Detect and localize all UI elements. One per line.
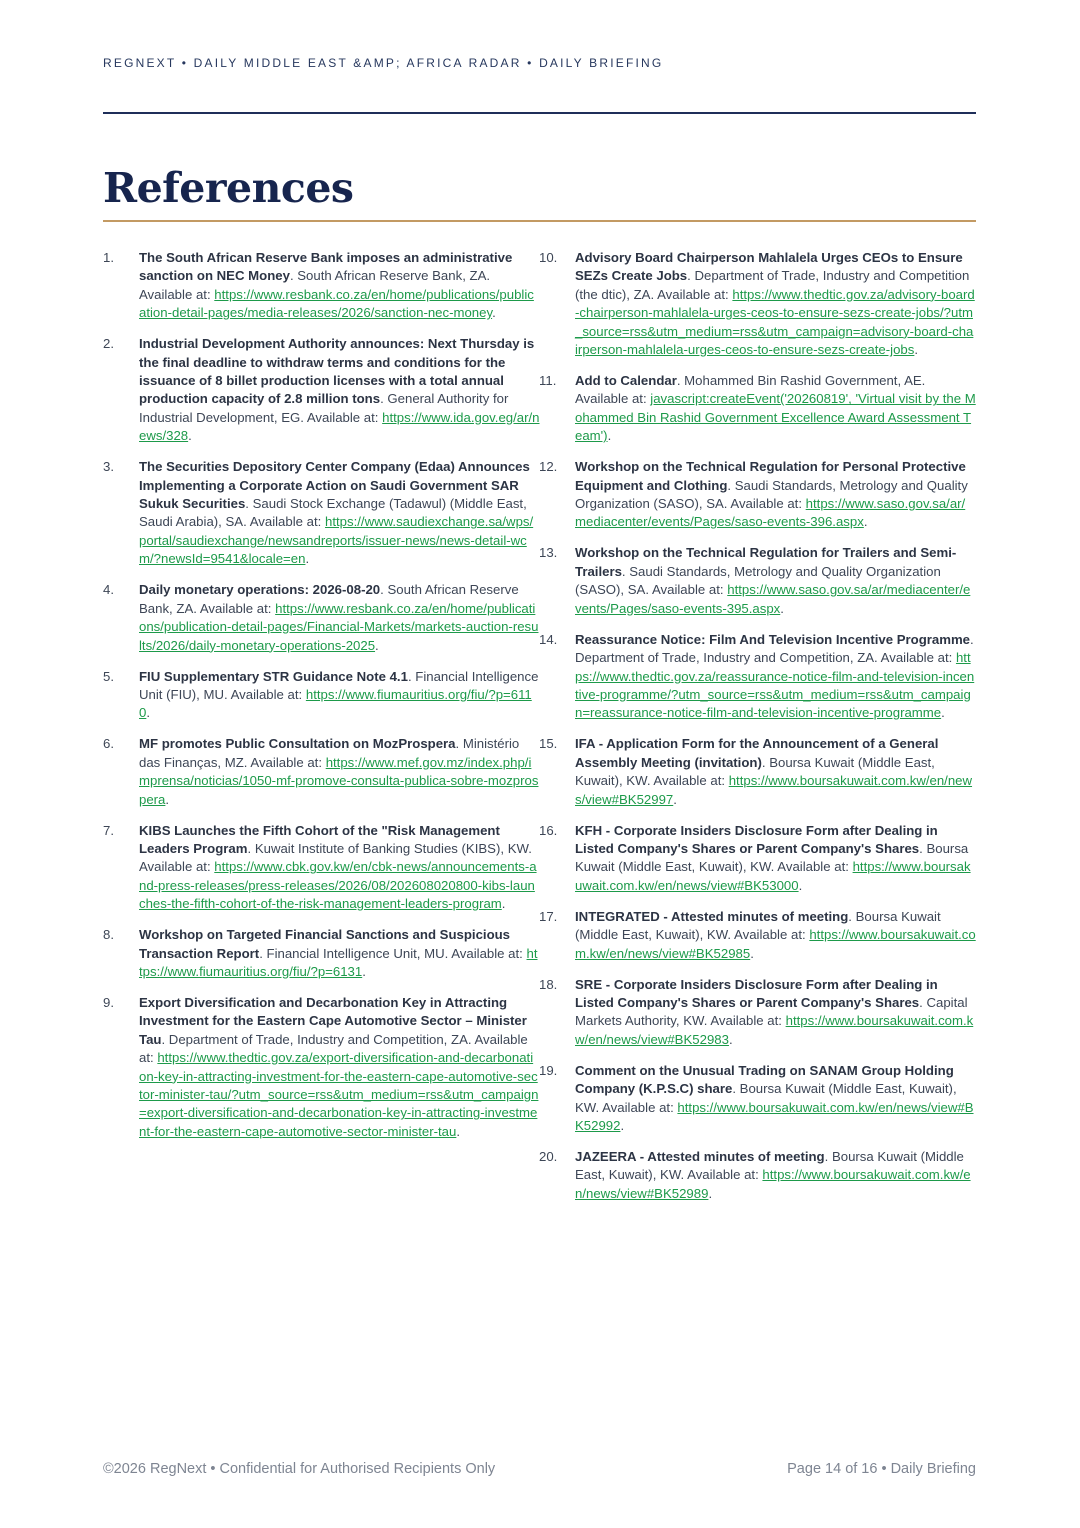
- reference-body: [139, 458, 540, 568]
- reference-end-period: .: [863, 514, 868, 530]
- reference-link[interactable]: javascript:createEvent('20260819', 'Virtual visit by the Mohammed Bin Rashid Government Excellence Award Assessment Team'): [575, 391, 976, 444]
- reference-item: [103, 926, 540, 981]
- reference-end-period: .: [188, 428, 192, 444]
- reference-link[interactable]: https://www.mef.gov.mz/index.php/imprensa/noticias/1050-mf-promove-consulta-publica-sobre-mozprospera: [139, 754, 539, 807]
- reference-title-period: .: [919, 840, 927, 856]
- reference-source: Financial Intelligence Unit (FIU), MU.: [139, 668, 539, 702]
- available-at-label: Available at:: [250, 754, 323, 770]
- available-at-label: Available at:: [602, 1099, 674, 1115]
- available-at-label: Available at:: [687, 1167, 759, 1183]
- reference-source: Saudi Standards, Metrology and Quality Organization (SASO), SA.: [575, 477, 968, 512]
- reference-title: JAZEERA - Attested minutes of meeting: [575, 1149, 825, 1164]
- available-at-label: Available at:: [880, 650, 953, 666]
- reference-body: [575, 1062, 976, 1136]
- reference-title: Daily monetary operations: 2026-08-20: [139, 582, 381, 598]
- reference-title: KIBS Launches the Fifth Cohort of the "Risk Management Leaders Program: [139, 822, 500, 856]
- reference-link[interactable]: https://www.boursakuwait.com.kw/en/news/view#BK52997: [575, 773, 973, 807]
- reference-body: [575, 249, 976, 359]
- reference-number: 4.: [103, 582, 114, 598]
- reference-title: Reassurance Notice: Film And Television Incentive Programme: [575, 631, 971, 647]
- reference-link[interactable]: https://www.fiumauritius.org/fiu/?p=6110: [139, 686, 532, 721]
- available-at-label: Available at:: [451, 945, 523, 961]
- reference-link[interactable]: https://www.cbk.gov.kw/en/cbk-news/announcements-and-press-releases/press-releases/2026/08/202608020800-kibs-launches-the-fifth-cohort-of-the-risk-management-leaders-program: [139, 859, 537, 912]
- header-divider: [103, 112, 976, 114]
- reference-title: MF promotes Public Consultation on MozProspera: [139, 736, 456, 752]
- references-column-left: [103, 249, 540, 1154]
- reference-source: Department of Trade, Industry and Competition (the dtic), ZA.: [575, 268, 970, 302]
- reference-source: South African Reserve Bank, ZA.: [297, 268, 491, 284]
- reference-item: [103, 335, 540, 445]
- running-header: REGNEXT • DAILY MIDDLE EAST &AMP; AFRICA RADAR • DAILY BRIEFING: [103, 56, 664, 70]
- reference-source: Financial Intelligence Unit, MU.: [266, 945, 449, 961]
- reference-title-period: .: [380, 391, 388, 407]
- reference-title-period: .: [824, 1149, 832, 1164]
- reference-link[interactable]: https://www.boursakuwait.com.kw/en/news/view#BK53000: [575, 859, 971, 893]
- reference-link[interactable]: https://www.saso.gov.sa/ar/mediacenter/events/Pages/saso-events-395.aspx: [575, 582, 971, 616]
- reference-body: [575, 735, 976, 809]
- reference-end-period: .: [728, 1031, 733, 1047]
- reference-number: 9.: [103, 994, 114, 1010]
- reference-title: The South African Reserve Bank imposes an administrative sanction on NEC Money: [139, 250, 513, 284]
- reference-item: [539, 1148, 976, 1203]
- reference-source: Boursa Kuwait (Middle East, Kuwait), KW.: [575, 754, 935, 789]
- reference-item: [539, 631, 976, 723]
- reference-title: Industrial Development Authority announces: Next Thursday is the final deadline to withdraw terms and conditions for the issuance of 8 billet production licenses with a total annual production capacity of 2.8 million tons: [139, 336, 535, 407]
- available-at-label: Available at:: [139, 859, 211, 875]
- available-at-label: Available at:: [199, 600, 272, 616]
- reference-number: 14.: [539, 631, 558, 647]
- reference-end-period: .: [456, 1123, 461, 1139]
- reference-number: 2.: [103, 336, 114, 352]
- reference-title: FIU Supplementary STR Guidance Note 4.1: [139, 668, 408, 684]
- reference-number: 10.: [539, 250, 558, 265]
- reference-title: Workshop on the Technical Regulation for Trailers and Semi-Trailers: [575, 545, 957, 579]
- reference-body: [139, 668, 540, 723]
- reference-number: 13.: [539, 545, 558, 561]
- reference-end-period: .: [673, 791, 677, 807]
- reference-title-period: .: [161, 1031, 169, 1047]
- reference-link[interactable]: https://www.ida.gov.eg/ar/news/328: [139, 409, 540, 444]
- reference-title-period: .: [970, 631, 974, 647]
- reference-title-period: .: [848, 908, 856, 924]
- reference-number: 18.: [539, 976, 558, 992]
- reference-title: Export Diversification and Decarbonation Key in Attracting Investment for the Eastern Cape Automotive Sector – Minister Tau: [139, 994, 527, 1047]
- reference-title-period: .: [245, 496, 253, 512]
- reference-item: [103, 668, 540, 723]
- reference-source: Boursa Kuwait (Middle East, Kuwait), KW.: [575, 840, 969, 875]
- references-column-right: [539, 249, 976, 1216]
- reference-title: SRE - Corporate Insiders Disclosure Form after Dealing in Listed Company's Shares or Parent Company's Shares: [575, 976, 938, 1010]
- reference-item: [103, 458, 540, 568]
- title-divider: [103, 220, 976, 222]
- footer-copyright: ©2026 RegNext • Confidential for Authorised Recipients Only: [103, 1461, 496, 1477]
- reference-source: Boursa Kuwait (Middle East, Kuwait), KW.: [575, 1081, 957, 1115]
- reference-item: [539, 1062, 976, 1136]
- reference-body: [139, 581, 540, 655]
- reference-end-period: .: [708, 1185, 713, 1201]
- reference-end-period: .: [165, 791, 170, 807]
- reference-item: [539, 458, 976, 532]
- footer-page-number: Page 14 of 16 • Daily Briefing: [787, 1461, 976, 1477]
- reference-source: Boursa Kuwait (Middle East, Kuwait), KW.: [575, 1149, 964, 1183]
- reference-title-period: .: [676, 373, 685, 389]
- reference-title: Comment on the Unusual Trading on SANAM Group Holding Company (K.P.S.C) share: [575, 1062, 954, 1097]
- reference-end-period: .: [941, 705, 945, 721]
- reference-item: [103, 994, 540, 1141]
- reference-source: Kuwait Institute of Banking Studies (KIBS), KW.: [254, 840, 532, 856]
- reference-body: [575, 372, 976, 446]
- reference-source: Mohammed Bin Rashid Government, AE.: [684, 373, 926, 389]
- reference-number: 19.: [539, 1062, 558, 1078]
- reference-end-period: .: [620, 1118, 625, 1133]
- available-at-label: Available at:: [306, 409, 379, 425]
- reference-title: Advisory Board Chairperson Mahlalela Urges CEOs to Ensure SEZs Create Jobs: [575, 250, 963, 284]
- reference-end-period: .: [798, 877, 803, 893]
- reference-source: Saudi Stock Exchange (Tadawul) (Middle East, Saudi Arabia), SA.: [139, 496, 527, 530]
- reference-end-period: .: [305, 551, 310, 567]
- reference-body: [575, 822, 976, 896]
- reference-title-period: .: [380, 582, 388, 598]
- reference-number: 3.: [103, 459, 114, 475]
- reference-link[interactable]: https://www.thedtic.gov.za/advisory-board-chairperson-mahlalela-urges-ceos-to-ensure-sezs-create-jobs/?utm_source=rss&utm_medium=rss&utm_campaign=advisory-board-chairperson-mahlalela-urges-ceos-to-ensure-sezs-create-jobs: [575, 286, 975, 358]
- reference-item: [103, 822, 540, 914]
- reference-item: [103, 735, 540, 809]
- reference-title: The Securities Depository Center Company (Edaa) Announces Implementing a Corporate Action on Saudi Government SAR Sukuk Securities: [139, 459, 530, 512]
- reference-item: [539, 249, 976, 359]
- reference-item: [539, 908, 976, 963]
- reference-title-period: .: [732, 1081, 740, 1097]
- reference-body: [139, 926, 540, 981]
- reference-source: Capital Markets Authority, KW.: [575, 994, 968, 1029]
- reference-item: [103, 581, 540, 655]
- reference-body: [575, 976, 976, 1050]
- reference-number: 8.: [103, 927, 114, 943]
- reference-body: [575, 1148, 976, 1203]
- reference-source: General Authority for Industrial Development, EG.: [139, 391, 509, 425]
- available-at-label: Available at:: [249, 514, 322, 530]
- reference-number: 6.: [103, 736, 114, 752]
- reference-link[interactable]: https://www.resbank.co.za/en/home/publications/publication-detail-pages/media-releases/2026/sanction-nec-money: [139, 286, 534, 321]
- reference-number: 11.: [539, 373, 557, 389]
- reference-body: [575, 458, 976, 532]
- reference-link[interactable]: https://www.thedtic.gov.za/reassurance-notice-film-and-television-incentive-programme/?utm_source=rss&utm_medium=rss&utm_campaign=reassurance-notice-film-and-television-incentive-programme: [575, 650, 975, 721]
- reference-source: South African Reserve Bank, ZA.: [139, 582, 519, 616]
- reference-source: Saudi Standards, Metrology and Quality Organization (SASO), SA.: [575, 563, 941, 598]
- reference-number: 5.: [103, 668, 114, 684]
- reference-link[interactable]: https://www.boursakuwait.com.kw/en/news/view#BK52989: [575, 1167, 971, 1201]
- available-at-label: Available at:: [139, 286, 211, 302]
- reference-link[interactable]: https://www.saso.gov.sa/ar/mediacenter/events/Pages/saso-events-396.aspx: [575, 496, 966, 530]
- reference-title-period: .: [727, 477, 735, 493]
- available-at-label: Available at:: [653, 773, 726, 789]
- available-at-label: Available at:: [575, 391, 647, 407]
- reference-source: Department of Trade, Industry and Competition, ZA.: [168, 1031, 472, 1047]
- reference-title: Workshop on Targeted Financial Sanctions and Suspicious Transaction Report: [139, 927, 511, 961]
- available-at-label: Available at:: [734, 927, 806, 943]
- reference-number: 1.: [103, 250, 114, 265]
- reference-body: [139, 735, 540, 809]
- reference-item: [539, 976, 976, 1050]
- reference-number: 16.: [539, 822, 558, 838]
- reference-item: [103, 249, 540, 323]
- reference-end-period: .: [914, 342, 919, 358]
- reference-body: [139, 335, 540, 445]
- reference-title-period: .: [455, 736, 463, 752]
- reference-number: 15.: [539, 736, 558, 752]
- reference-link[interactable]: https://www.boursakuwait.com.kw/en/news/view#BK52992: [575, 1099, 974, 1133]
- reference-body: [139, 249, 540, 323]
- reference-number: 20.: [539, 1149, 558, 1164]
- reference-title-period: .: [247, 840, 255, 856]
- reference-source: Boursa Kuwait (Middle East, Kuwait), KW.: [575, 908, 941, 943]
- reference-end-period: .: [750, 945, 754, 961]
- reference-link[interactable]: https://www.fiumauritius.org/fiu/?p=6131: [139, 945, 538, 979]
- reference-title: KFH - Corporate Insiders Disclosure Form after Dealing in Listed Company's Shares or Parent Company's Shares: [575, 822, 938, 856]
- reference-end-period: .: [492, 305, 496, 321]
- reference-title: IFA - Application Form for the Announcement of a General Assembly Meeting (invitation): [575, 736, 939, 770]
- reference-title-period: .: [289, 268, 298, 284]
- reference-item: [539, 822, 976, 896]
- reference-title-period: .: [621, 563, 630, 579]
- available-at-label: Available at:: [230, 686, 303, 702]
- reference-title-period: .: [919, 994, 927, 1010]
- reference-link[interactable]: https://www.thedtic.gov.za/export-diversification-and-decarbonation-key-in-attracting-investment-for-the-eastern-cape-automotive-sector-minister-tau/?utm_source=rss&utm_medium=rss&utm_campaign=export-diversification-and-decarbonation-key-in-attracting-investment-for-the-eastern-cape-automotive-sector-minister-tau: [139, 1050, 539, 1139]
- reference-link[interactable]: https://www.resbank.co.za/en/home/publications/publication-detail-pages/Financial-Markets/markets-auction-results/2026/daily-monetary-operations-2025: [139, 600, 539, 653]
- available-at-label: Available at:: [139, 1031, 528, 1066]
- available-at-label: Available at:: [710, 1013, 782, 1029]
- available-at-label: Available at:: [651, 582, 724, 598]
- reference-body: [575, 544, 976, 618]
- reference-end-period: .: [501, 896, 506, 912]
- reference-end-period: .: [362, 963, 366, 979]
- available-at-label: Available at:: [777, 859, 849, 875]
- reference-body: [139, 994, 540, 1141]
- reference-body: [575, 908, 976, 963]
- reference-title-period: .: [687, 268, 695, 284]
- reference-end-period: .: [146, 705, 151, 721]
- reference-end-period: .: [375, 637, 379, 653]
- reference-end-period: .: [780, 600, 784, 616]
- reference-body: [139, 822, 540, 914]
- reference-link[interactable]: https://www.boursakuwait.com.kw/en/news/view#BK52983: [575, 1013, 974, 1047]
- reference-link[interactable]: https://www.boursakuwait.com.kw/en/news/view#BK52985: [575, 927, 976, 961]
- reference-source: Ministério das Finanças, MZ.: [139, 736, 520, 770]
- available-at-label: Available at:: [730, 496, 802, 512]
- reference-item: [539, 372, 976, 446]
- reference-number: 17.: [539, 908, 558, 924]
- available-at-label: Available at:: [657, 286, 729, 302]
- reference-title-period: .: [761, 754, 770, 770]
- reference-title-period: .: [259, 945, 267, 961]
- reference-title: Add to Calendar: [575, 373, 677, 389]
- reference-item: [539, 735, 976, 809]
- reference-title: Workshop on the Technical Regulation for Personal Protective Equipment and Clothing: [575, 459, 966, 493]
- reference-source: Department of Trade, Industry and Competition, ZA.: [575, 650, 878, 666]
- reference-body: [575, 631, 976, 723]
- page-title: References: [103, 164, 354, 212]
- reference-end-period: .: [607, 428, 612, 444]
- reference-number: 12.: [539, 459, 558, 475]
- reference-title: INTEGRATED - Attested minutes of meeting: [575, 908, 849, 924]
- reference-link[interactable]: https://www.saudiexchange.sa/wps/portal/saudiexchange/newsandreports/issuer-news/news-detail-wcm/?newsId=9541&locale=en: [139, 514, 534, 567]
- reference-title-period: .: [407, 668, 416, 684]
- reference-item: [539, 544, 976, 618]
- reference-number: 7.: [103, 822, 114, 838]
